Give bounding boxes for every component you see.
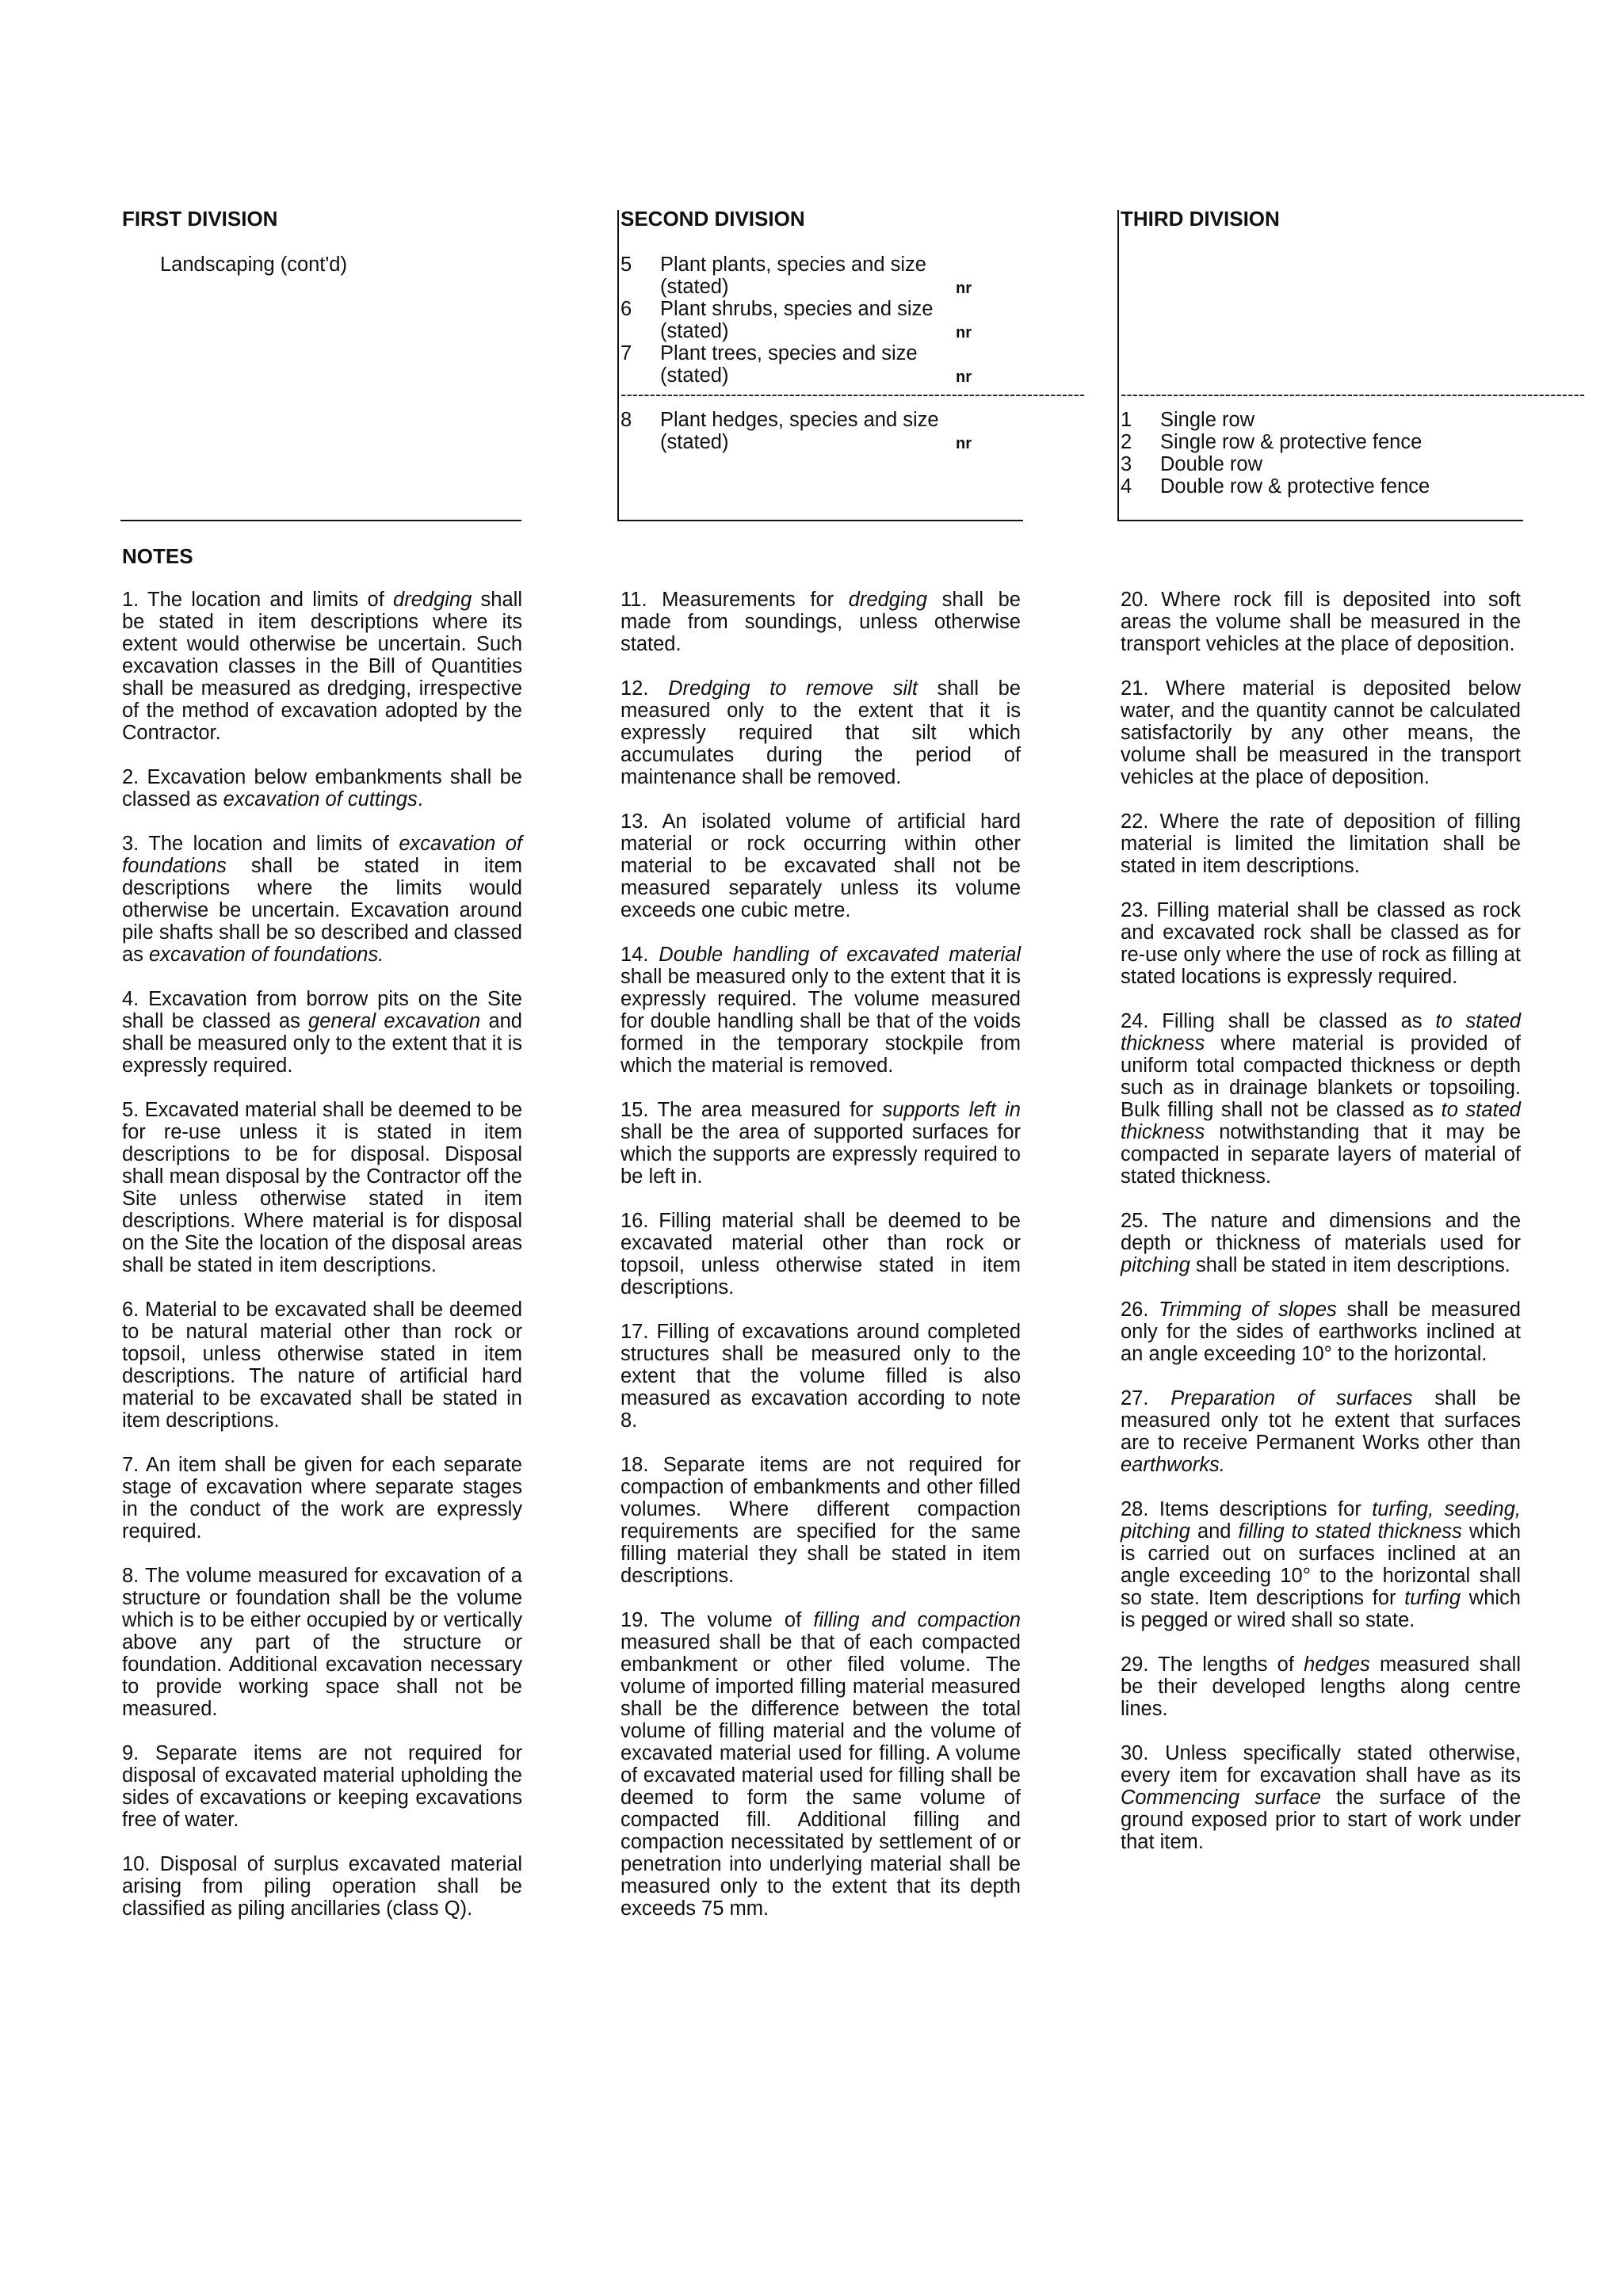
item-label: Double row & protective fence <box>1160 475 1430 498</box>
note-paragraph: 21. Where material is deposited below water, and the quantity cannot be calculated satisfactorily by any other means, the volume shall be measured in the transport vehicles at the place of deposition. <box>1121 677 1521 788</box>
note-paragraph: 18. Separate items are not required for compaction of embankments and other filled volumes. Where different compaction requirements are specified for the same filling material they shall be stated in item descriptions. <box>621 1454 1021 1587</box>
first-division-heading: FIRST DIVISION <box>122 207 278 231</box>
item-description: Plant trees, species and size <box>660 342 918 364</box>
item-description: Plant hedges, species and size <box>660 409 939 431</box>
item-unit: nr <box>956 324 972 341</box>
note-paragraph: 12. Dredging to remove silt shall be measured only to the extent that it is expressly required that silt which accumulates during the period of maintenance shall be removed. <box>621 677 1021 788</box>
note-paragraph: 30. Unless specifically stated otherwise, every item for excavation shall have as its Commencing surface the surface of the ground exposed prior to start of work under that item. <box>1121 1742 1521 1853</box>
note-paragraph: 13. An isolated volume of artificial hard material or rock occurring within other material to be excavated shall not be measured separately unless its volume exceeds one cubic metre. <box>621 810 1021 921</box>
item-unit: nr <box>956 368 972 386</box>
item-description-qualifier: (stated) <box>660 364 729 387</box>
item-number: 7 <box>621 342 632 364</box>
note-paragraph: 14. Double handling of excavated material shall be measured only to the extent that it is expressly required. The volume measured for double handling shall be that of the voids formed in the temporary stockpile from which the material is removed. <box>621 944 1021 1077</box>
note-paragraph: 28. Items descriptions for turfing, seeding, pitching and filling to stated thickness which is carried out on surfaces inclined at an angle exceeding 10° to the horizontal shall so state. Item descriptions for turfing which is pegged or wired shall so state. <box>1121 1498 1522 1631</box>
item-label: Single row <box>1160 409 1255 431</box>
note-paragraph: 24. Filling shall be classed as to stated thickness where material is provided of uniform total compacted thickness or depth such as in drainage blankets or topsoiling. Bulk filling shall not be classed as to stated thickness notwithstanding that it may be compacted in separate layers of material of stated thickness. <box>1121 1010 1521 1188</box>
second-division-bottom-rule <box>617 520 1023 521</box>
note-paragraph: 5. Excavated material shall be deemed to be for re-use unless it is stated in item descriptions to be for disposal. Disposal shall mean disposal by the Contractor off the Site unless otherwise stated in item descriptions. Where material is for disposal on the Site the location of the disposal areas shall be stated in item descriptions. <box>122 1099 522 1276</box>
third-item-2 <box>1121 431 1517 453</box>
item-unit: nr <box>956 280 972 297</box>
first-division-rule <box>120 520 521 521</box>
note-paragraph: 8. The volume measured for excavation of a structure or foundation shall be the volume which is to be either occupied by or vertically above any part of the structure or foundation. Additional excavation necessary to provide working space shall not be measured. <box>122 1565 522 1720</box>
item-number: 1 <box>1121 409 1132 431</box>
note-paragraph: 11. Measurements for dredging shall be made from soundings, unless otherwise stated. <box>621 589 1021 655</box>
third-item-3 <box>1121 453 1517 475</box>
third-item-1 <box>1121 409 1517 431</box>
note-paragraph: 19. The volume of filling and compaction measured shall be that of each compacted embankment or other filed volume. The volume of imported filling material measured shall be the difference between the total volume of filling material and the volume of excavated material used for filling. A volume of excavated material used for filling shall be deemed to form the same volume of compacted fill. Additional filling and compaction necessitated by settlement of or penetration into underlying material shall be measured only to the extent that its depth exceeds 75 mm. <box>621 1609 1021 1920</box>
item-description-qualifier: (stated) <box>660 320 729 342</box>
note-paragraph: 7. An item shall be given for each separate stage of excavation where separate stages in the conduct of the work are expressly required. <box>122 1454 522 1543</box>
second-division-left-rule <box>617 210 619 521</box>
item-description: Plant plants, species and size <box>660 254 926 276</box>
item-number: 8 <box>621 409 632 431</box>
note-paragraph: 3. The location and limits of excavation of foundations shall be stated in item descriptions where the limits would otherwise be uncertain. Excavation around pile shafts shall be so described and classed as excavation of foundations. <box>122 833 522 966</box>
item-number: 6 <box>621 298 632 320</box>
notes-heading: NOTES <box>122 544 193 568</box>
note-paragraph: 2. Excavation below embankments shall be classed as excavation of cuttings. <box>122 766 522 810</box>
note-paragraph: 29. The lengths of hedges measured shall be their developed lengths along centre lines. <box>1121 1653 1522 1720</box>
second-item-7 <box>621 342 977 387</box>
third-division-left-rule <box>1117 210 1119 521</box>
item-number: 3 <box>1121 453 1132 475</box>
third-division-dash-separator: -------------------------------------------------------------------------------- <box>1121 384 1586 404</box>
second-division-dash-separator: -------------------------------------------------------------------------------- <box>621 384 1086 404</box>
item-number: 2 <box>1121 431 1132 453</box>
third-item-4 <box>1121 475 1517 498</box>
second-item-8 <box>621 409 977 453</box>
notes-column-2 <box>621 589 1021 1942</box>
note-paragraph: 27. Preparation of surfaces shall be measured only tot he extent that surfaces are to receive Permanent Works other than earthworks. <box>1121 1387 1521 1476</box>
third-division-bottom-rule <box>1117 520 1523 521</box>
item-description-qualifier: (stated) <box>660 431 729 453</box>
notes-column-3 <box>1121 589 1521 1875</box>
note-paragraph: 9. Separate items are not required for disposal of excavated material upholding the sides of excavations or keeping excavations free of water. <box>122 1742 522 1831</box>
third-division-heading: THIRD DIVISION <box>1121 207 1280 231</box>
note-paragraph: 26. Trimming of slopes shall be measured only for the sides of earthworks inclined at an angle exceeding 10° to the horizontal. <box>1121 1299 1521 1365</box>
item-label: Single row & protective fence <box>1160 431 1423 453</box>
second-item-6 <box>621 298 977 342</box>
note-paragraph: 10. Disposal of surplus excavated material arising from piling operation shall be classified as piling ancillaries (class Q). <box>122 1853 522 1920</box>
item-unit: nr <box>956 435 972 452</box>
second-division-heading: SECOND DIVISION <box>621 207 805 231</box>
note-paragraph: 20. Where rock fill is deposited into soft areas the volume shall be measured in the transport vehicles at the place of deposition. <box>1121 589 1521 655</box>
note-paragraph: 4. Excavation from borrow pits on the Site shall be classed as general excavation and shall be measured only to the extent that it is expressly required. <box>122 988 522 1077</box>
note-paragraph: 15. The area measured for supports left in shall be the area of supported surfaces for which the supports are expressly required to be left in. <box>621 1099 1021 1188</box>
note-paragraph: 22. Where the rate of deposition of filling material is limited the limitation shall be stated in item descriptions. <box>1121 810 1521 877</box>
item-description: Plant shrubs, species and size <box>660 298 934 320</box>
item-number: 4 <box>1121 475 1132 498</box>
note-paragraph: 6. Material to be excavated shall be deemed to be natural material other than rock or topsoil, unless otherwise stated in item descriptions. The nature of artificial hard material to be excavated shall be stated in item descriptions. <box>122 1299 522 1432</box>
note-paragraph: 17. Filling of excavations around completed structures shall be measured only to the extent that the volume filled is also measured as excavation according to note 8. <box>621 1321 1021 1432</box>
note-paragraph: 1. The location and limits of dredging shall be stated in item descriptions where its extent would otherwise be uncertain. Such excavation classes in the Bill of Quantities shall be measured as dredging, irrespective of the method of excavation adopted by the Contractor. <box>122 589 522 744</box>
note-paragraph: 16. Filling material shall be deemed to be excavated material other than rock or topsoil, unless otherwise stated in item descriptions. <box>621 1210 1021 1299</box>
item-number: 5 <box>621 254 632 276</box>
item-description-qualifier: (stated) <box>660 276 729 298</box>
notes-column-1 <box>122 589 522 1942</box>
note-paragraph: 23. Filling material shall be classed as rock and excavated rock shall be classed as for re-use only where the use of rock as filling at stated locations is expressly required. <box>1121 899 1521 988</box>
first-division-subtitle: Landscaping (cont'd) <box>160 254 347 276</box>
note-paragraph: 25. The nature and dimensions and the depth or thickness of materials used for pitching shall be stated in item descriptions. <box>1121 1210 1521 1276</box>
second-item-5 <box>621 254 977 298</box>
item-label: Double row <box>1160 453 1262 475</box>
